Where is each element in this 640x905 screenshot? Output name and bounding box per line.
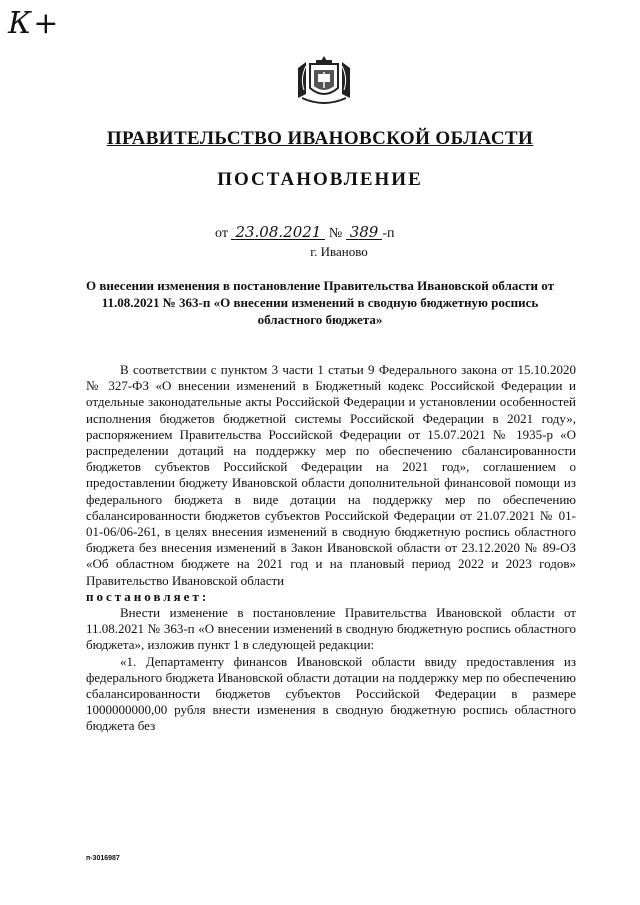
government-title: ПРАВИТЕЛЬСТВО ИВАНОВСКОЙ ОБЛАСТИ (106, 128, 534, 149)
document-code: п-3016987 (86, 855, 120, 862)
document-heading: О внесении изменения в постановление Правительства Ивановской области от 11.08.2021 № 363-п «О внесении изменений в сводную бюджетную роспись областного бюджета» (85, 278, 555, 327)
paragraph-preamble: В соответствии с пунктом 3 части 1 статьи 9 Федерального закона от 15.10.2020 № 327-ФЗ «О внесении изменений в Бюджетный кодекс Российской Федерации и отдельные законодательные акты Российской Федерации и установлении особенностей исполнения бюджетов бюджетной системы Российской Федерации в 2021 году», распоряжением Правительства Российской Федерации от 15.07.2021 № 1935-р «О распределении дотаций на поддержку мер по обеспечению сбалансированности бюджетов субъектов Российской Федерации на 2021 год», соглашением о предоставлении бюджету Ивановской области дополнительной финансовой помощи из федерального бюджета в виде дотации на поддержку мер по обеспечению сбалансированности бюджетов субъектов Российской Федерации от 21.07.2021 № 01-01-06/06-261, в целях внесения изменений в сводную бюджетную роспись областного бюджета без внесения изменений в Закон Ивановской области от 23.12.2020 № 89-ОЗ «Об областном бюджете на 2021 год и на плановый период 2022 и 2023 годов» Правительство Ивановской области (86, 362, 576, 588)
paragraph-amendment: Внести изменение в постановление Правительства Ивановской области от 11.08.2021 № 363-п «О внесении изменений в сводную бюджетную роспись областного бюджета», изложив пункт 1 в следующей редакции: (86, 605, 576, 653)
decree-line: постановляет: (86, 588, 210, 604)
document-body (86, 362, 576, 735)
date-prefix: от (215, 226, 228, 241)
date-value: 23.08.2021 (231, 225, 325, 240)
paragraph-item-1: «1. Департаменту финансов Ивановской области ввиду предоставления из федерального бюджета Ивановской области дотации на поддержку мер по обеспечению сбалансированности бюджетов субъектов Российской Федерации в размере 1000000000,00 рубля внести изменения в сводную бюджетную роспись областного бюджета без (86, 653, 576, 734)
decree-word: постановляет (86, 588, 202, 604)
date-number-line (215, 225, 394, 242)
coat-of-arms-icon (294, 54, 354, 106)
handwritten-mark: К+ (8, 6, 61, 41)
city: г. Иваново (310, 244, 368, 259)
number-sign: № (328, 226, 343, 241)
document-type: ПОСТАНОВЛЕНИЕ (217, 169, 423, 190)
number-value: 389 (346, 225, 383, 240)
number-suffix: -п (382, 226, 395, 241)
